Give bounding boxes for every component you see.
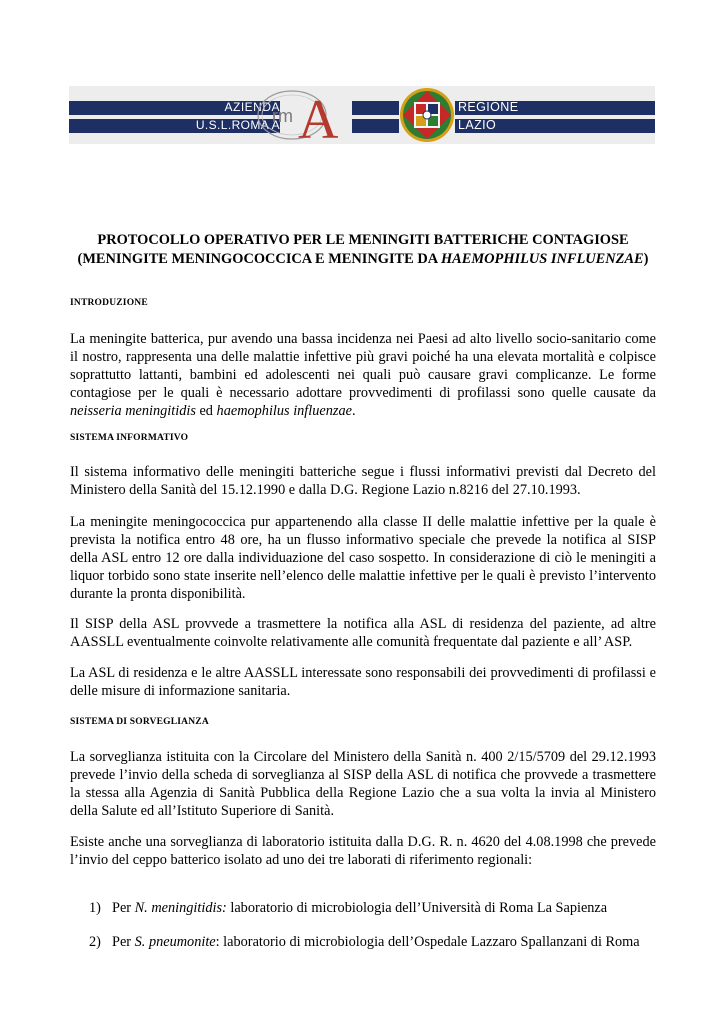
regione-lazio-seal-icon	[399, 87, 455, 143]
usl-roma-label: U.S.L.ROMA A	[195, 118, 280, 132]
section-heading-sistema-sorveglianza: SISTEMA DI SORVEGLIANZA	[70, 717, 209, 727]
azienda-label: AZIENDA	[224, 100, 280, 114]
intro-text: La meningite batterica, pur avendo una bassa incidenza nei Paesi ad alto livello socio-sanitario come il nostro, rappresenta una delle malattie infettive più gravi poiché ha una elevata mortalità e colpisce soprattutto lattanti, bambini ed adolescenti nei quali può causare gravi complicanze. Le forme contagiose per le quali è necessario adottare provvedimenti di profilassi sono quelle causate da	[70, 331, 656, 401]
intro-text-mid: ed	[195, 403, 217, 419]
header-banner	[69, 86, 655, 144]
list-organism: N. meningitidis:	[134, 900, 227, 916]
title-line-2-prefix: (MENINGITE MENINGOCOCCICA E MENINGITE DA	[77, 251, 441, 267]
paragraph-info-2: La meningite meningococcica pur appartenendo alla classe II delle malattie infettive per la quale è prevista la notifica entro 48 ore, ha un flusso informativo speciale che prevede la notifica al SISP della ASL entro 12 ore dalla individuazione del caso sospetto. In considerazione di ciò le meningiti a liquor torbido sono state inserite nell’elenco delle malattie infettive per le quali è previsto l’intervento durante la pronta disponibilità.	[70, 514, 656, 602]
lazio-label: LAZIO	[458, 118, 497, 132]
title-line-1: PROTOCOLLO OPERATIVO PER LE MENINGITI BATTERICHE CONTAGIOSE	[97, 232, 629, 248]
list-item	[89, 899, 659, 917]
paragraph-introduzione	[70, 330, 656, 420]
paragraph-sorveglianza-1: La sorveglianza istituita con la Circolare del Ministero della Sanità n. 400 2/15/5709 del 29.12.1993 prevede l’invio della scheda di sorveglianza al SISP della ASL di notifica che provvede a trasmettere la stessa alla Agenzia di Sanità Pubblica della Regione Lazio che a sua volta la invia al Ministero della Salute ed all’Istituto Superiore di Sanità.	[70, 749, 656, 819]
logo-rm-text: rm	[272, 106, 293, 126]
title-line-2-italic: HAEMOPHILUS INFLUENZAE	[440, 251, 644, 267]
document-title	[70, 231, 656, 269]
list-text: : laboratorio di microbiologia dell’Ospedale Lazzaro Spallanzani di Roma	[215, 934, 640, 950]
list-prefix: Per	[112, 934, 135, 950]
paragraph-info-4: La ASL di residenza e le altre AASSLL interessate sono responsabili dei provvedimenti di profilassi e delle misure di informazione sanitaria.	[70, 665, 656, 699]
list-item	[89, 933, 659, 951]
intro-italic-haemophilus: haemophilus influenzae	[216, 403, 352, 419]
banner-band-bottom	[69, 119, 655, 133]
section-heading-introduzione: INTRODUZIONE	[70, 298, 148, 308]
intro-text-end: .	[351, 403, 356, 419]
list-organism: S. pneumonite	[134, 934, 216, 950]
list-prefix: Per	[112, 900, 135, 916]
rma-logo-icon	[256, 88, 352, 142]
regione-label: REGIONE	[458, 100, 519, 114]
title-line-2-suffix: )	[643, 251, 649, 267]
list-number: 1)	[89, 900, 101, 916]
list-text: laboratorio di microbiologia dell’Università di Roma La Sapienza	[226, 900, 608, 916]
paragraph-info-1: Il sistema informativo delle meningiti batteriche segue i flussi informativi previsti dal Decreto del Ministero della Sanità del 15.12.1990 e dalla D.G. Regione Lazio n.8216 del 27.10.1993.	[70, 464, 656, 498]
title-line-2	[70, 250, 656, 269]
paragraph-info-3: Il SISP della ASL provvede a trasmettere la notifica alla ASL di residenza del paziente, ad altre AASSLL eventualmente coinvolte relativamente alle comunità frequentate dal paziente e all’ ASP.	[70, 616, 656, 650]
section-heading-sistema-informativo: SISTEMA INFORMATIVO	[70, 433, 189, 443]
list-number: 2)	[89, 934, 101, 950]
logo-a-text: A	[298, 89, 339, 142]
intro-italic-neisseria: neisseria meningitidis	[70, 403, 196, 419]
banner-band-top	[69, 101, 655, 115]
paragraph-sorveglianza-2: Esiste anche una sorveglianza di laboratorio istituita dalla D.G. R. n. 4620 del 4.08.1998 che prevede l’invio del ceppo batterico isolato ad uno dei tre laborati di riferimento regionali:	[70, 834, 656, 868]
